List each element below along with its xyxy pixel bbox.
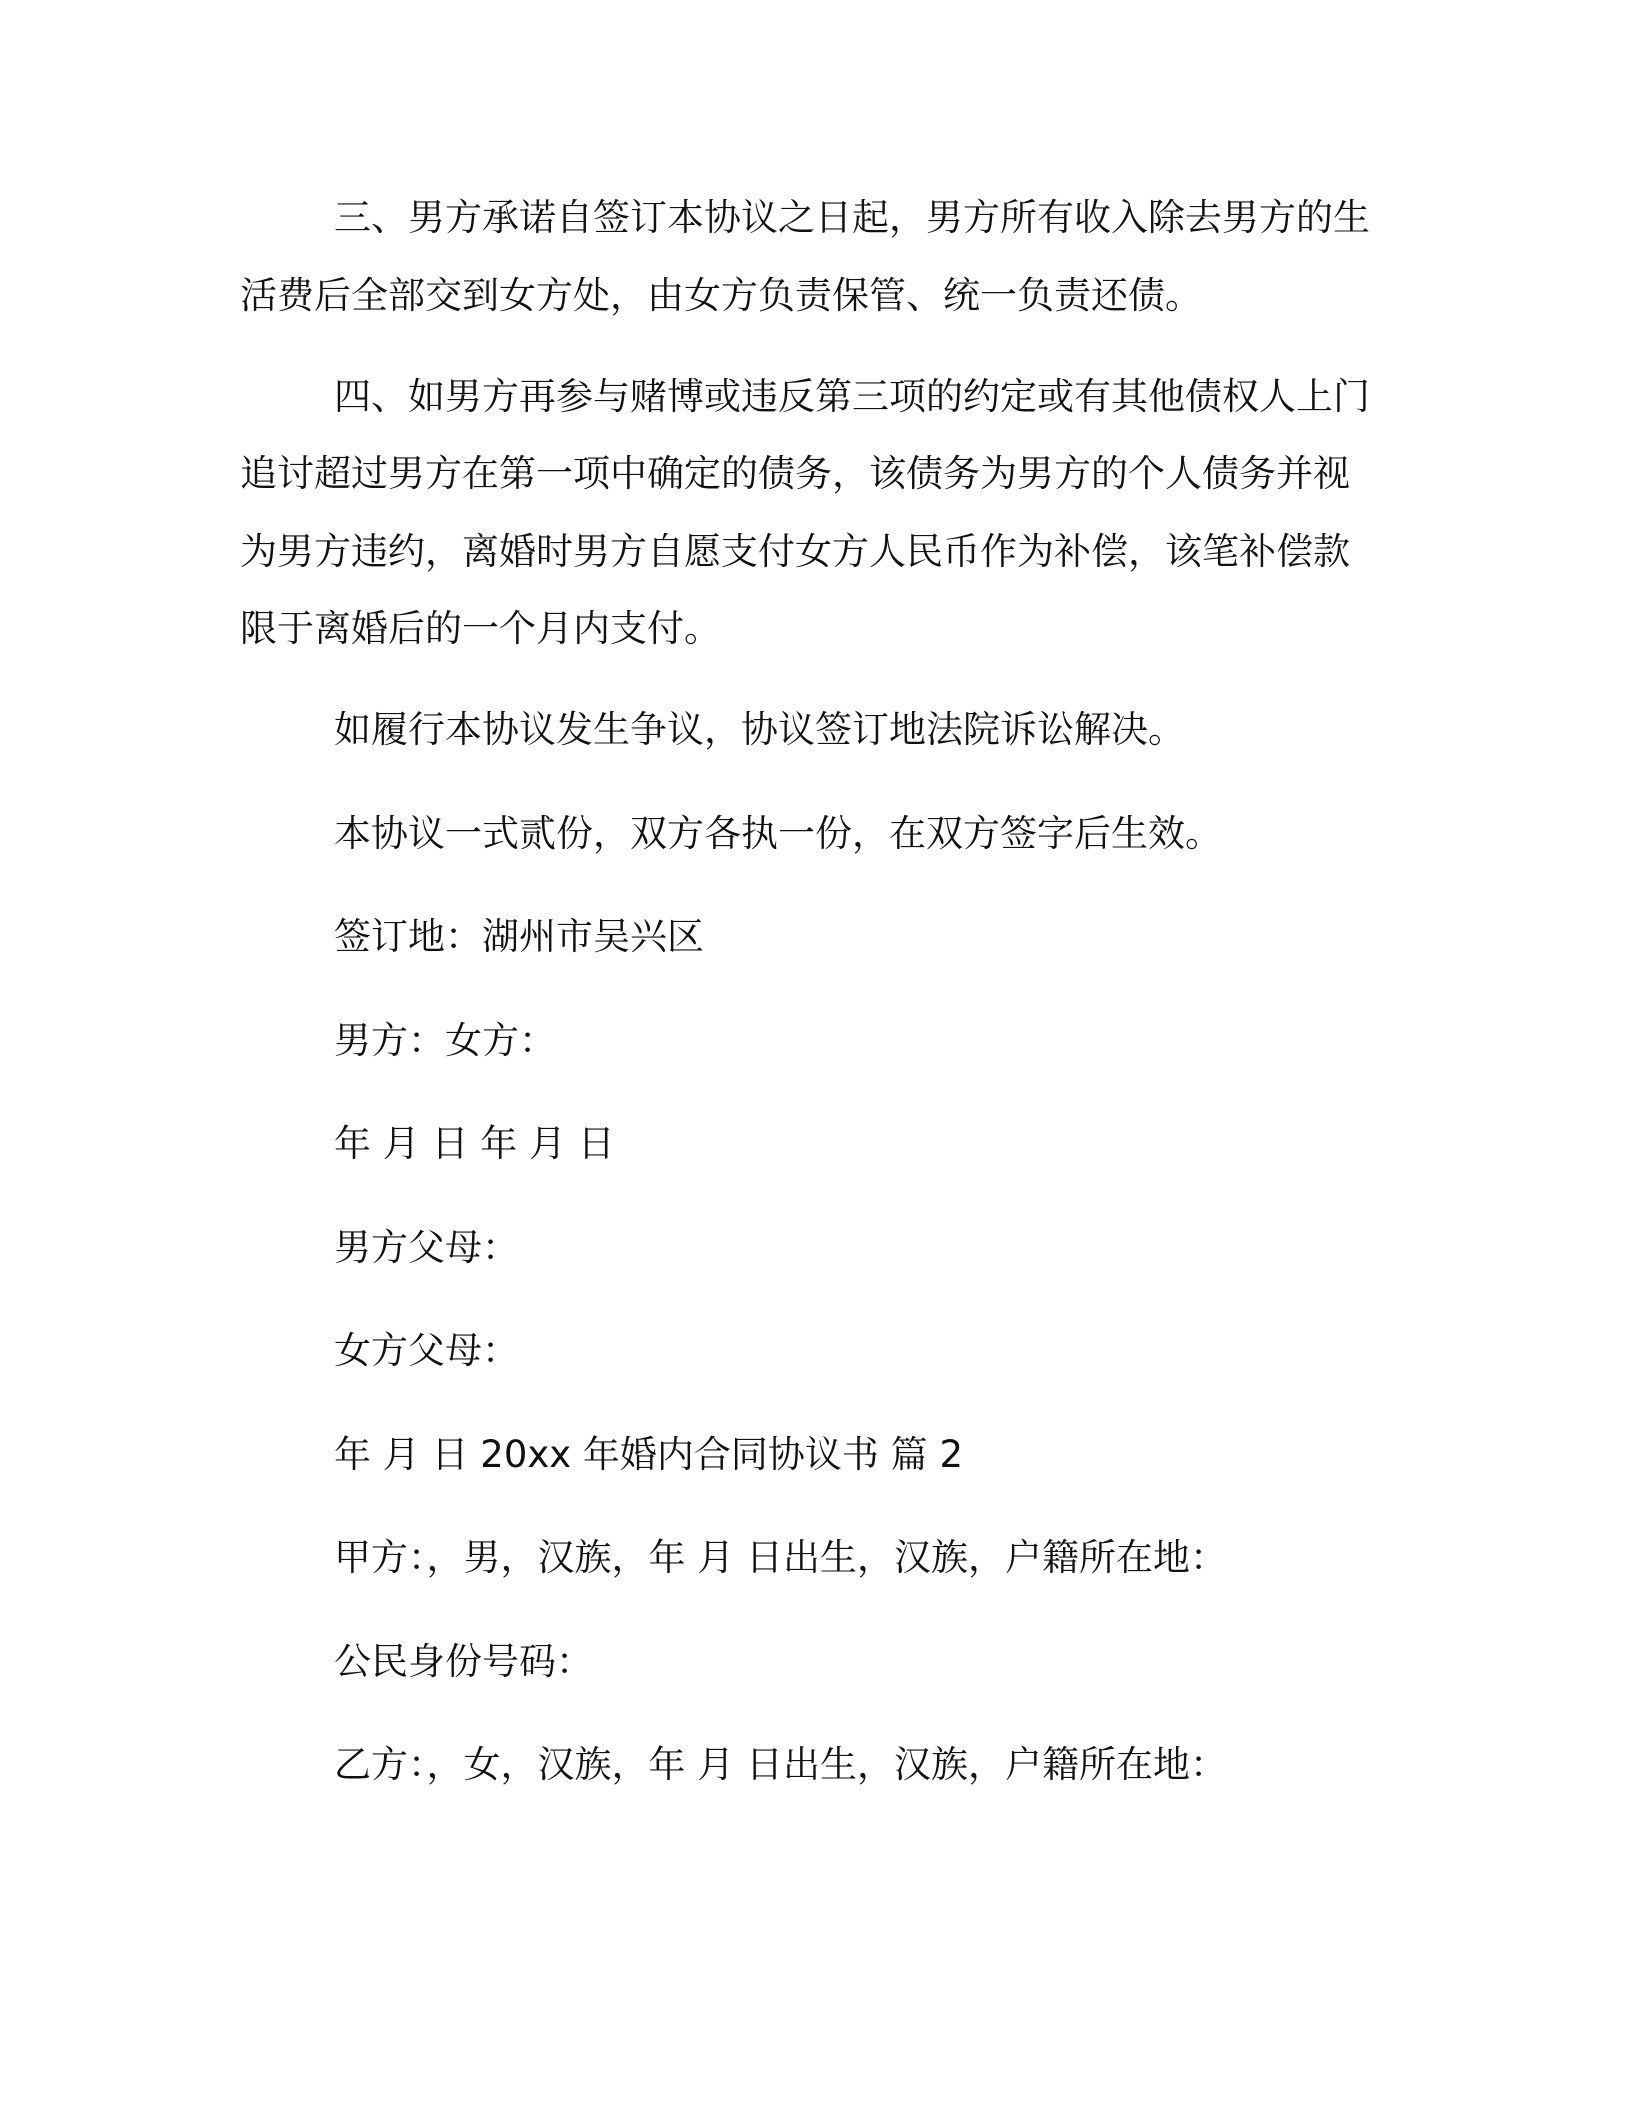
dates-line: 年 月 日 年 月 日 bbox=[334, 1122, 615, 1165]
clause-4-line-2: 追讨超过男方在第一项中确定的债务，该债务为男方的个人债务并视 bbox=[240, 452, 1350, 495]
id-number-line: 公民身份号码： bbox=[334, 1640, 593, 1683]
copies-clause: 本协议一式贰份，双方各执一份，在双方签字后生效。 bbox=[334, 812, 1222, 855]
party-b-line: 乙方：，女，汉族，年 月 日出生，汉族，户籍所在地： bbox=[334, 1743, 1228, 1786]
female-parents-line: 女方父母： bbox=[334, 1329, 519, 1372]
clause-4-line-1: 四、如男方再参与赌博或违反第三项的约定或有其他债权人上门 bbox=[334, 375, 1370, 418]
signing-place: 签订地：湖州市吴兴区 bbox=[334, 915, 704, 958]
clause-4-line-4: 限于离婚后的一个月内支付。 bbox=[240, 607, 721, 650]
dispute-clause: 如履行本协议发生争议，协议签订地法院诉讼解决。 bbox=[334, 708, 1185, 751]
section-2-title: 年 月 日 20xx 年婚内合同协议书 篇 2 bbox=[334, 1433, 963, 1476]
male-parents-line: 男方父母： bbox=[334, 1226, 519, 1269]
clause-3-line-2: 活费后全部交到女方处，由女方负责保管、统一负责还债。 bbox=[240, 274, 1202, 317]
parties-signature-line: 男方：女方： bbox=[334, 1019, 556, 1062]
clause-4-line-3: 为男方违约，离婚时男方自愿支付女方人民币作为补偿，该笔补偿款 bbox=[240, 530, 1350, 573]
clause-3-line-1: 三、男方承诺自签订本协议之日起，男方所有收入除去男方的生 bbox=[334, 196, 1370, 239]
party-a-line: 甲方：，男，汉族，年 月 日出生，汉族，户籍所在地： bbox=[334, 1536, 1228, 1579]
